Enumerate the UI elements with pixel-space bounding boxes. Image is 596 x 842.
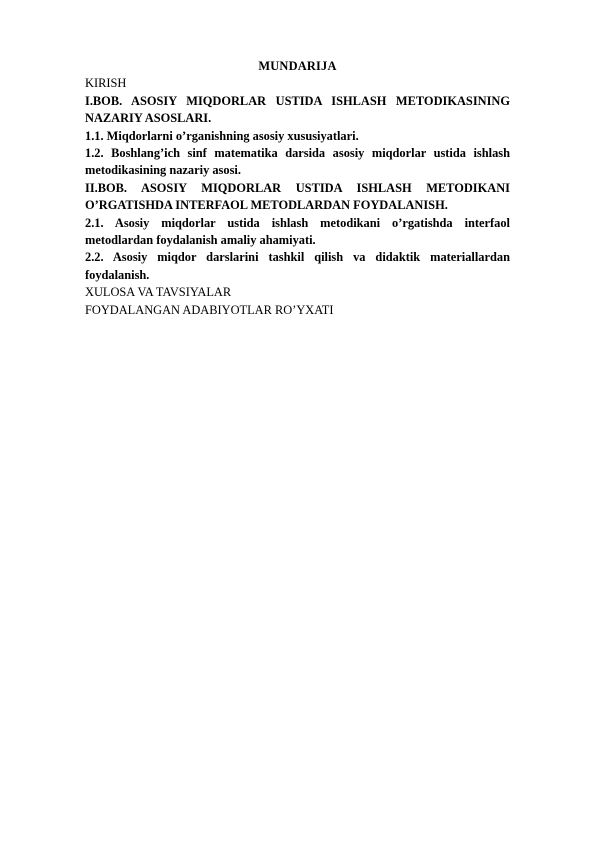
toc-entry-section-1-1: 1.1. Miqdorlarni o’rganishning asosiy xususiyatlari. — [85, 128, 359, 143]
toc-entry-chapter-2: II.BOB. ASOSIY MIQDORLAR USTIDA ISHLASH METODIKANI O’RGATISHDA INTERFAOL METODLARDAN FOYDALANISH. — [85, 180, 510, 213]
toc-entry-section-1-2: 1.2. Boshlang’ich sinf matematika darsida asosiy miqdorlar ustida ishlash metodikasining nazariy asosi. — [85, 146, 510, 178]
toc-entry-introduction: KIRISH — [85, 76, 127, 91]
table-of-contents — [85, 58, 510, 319]
toc-entry-section-2-1: 2.1. Asosiy miqdorlar ustida ishlash metodikani o’rgatishda interfaol metodlardan foydalanish amaliy ahamiyati. — [85, 215, 510, 248]
document-title: MUNDARIJA — [258, 59, 337, 73]
toc-entry-section-2-2: 2.2. Asosiy miqdor darslarini tashkil qilish va didaktik materiallardan foydalanish. — [85, 250, 510, 282]
toc-entry-references: FOYDALANGAN ADABIYOTLAR RO’YXATI — [85, 302, 334, 317]
toc-entry-conclusion: XULOSA VA TAVSIYALAR — [85, 285, 232, 300]
toc-entry-chapter-1: I.BOB. ASOSIY MIQDORLAR USTIDA ISHLASH METODIKASINING NAZARIY ASOSLARI. — [85, 93, 510, 126]
